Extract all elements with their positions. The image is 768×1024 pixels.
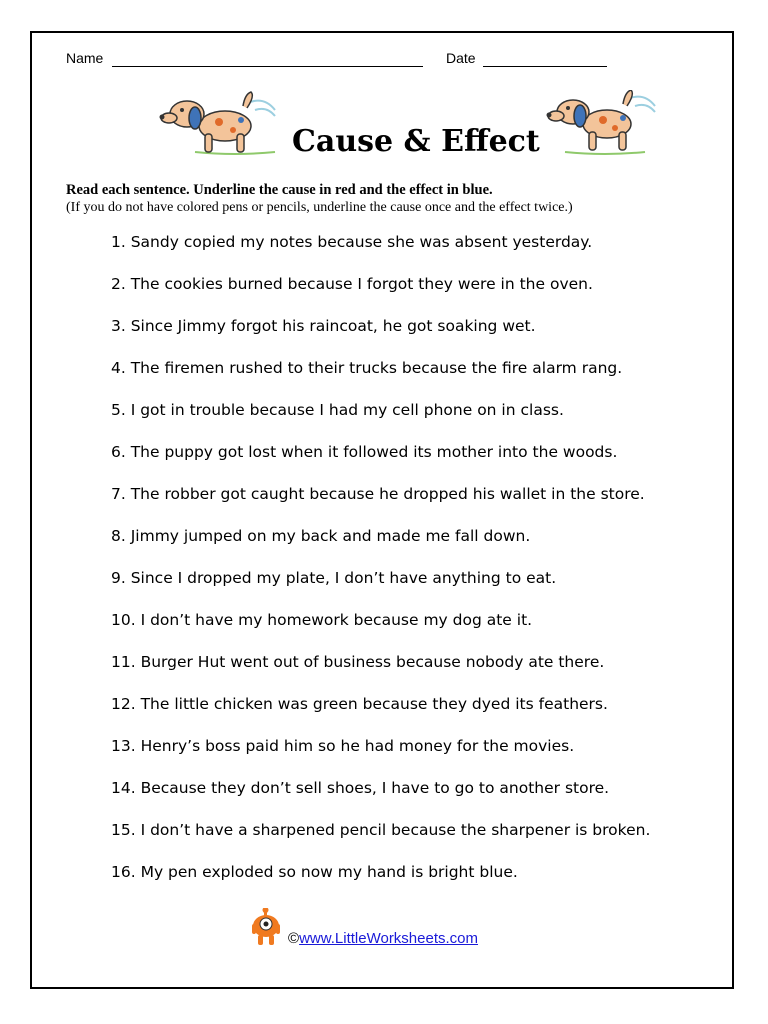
- date-label: Date: [446, 50, 476, 66]
- sentence-item: 3. Since Jimmy forgot his raincoat, he got soaking wet.: [111, 317, 536, 335]
- dog-icon: [545, 90, 665, 160]
- instructions: Read each sentence. Underline the cause in red and the effect in blue.: [66, 182, 493, 198]
- sentence-item: 7. The robber got caught because he dropped his wallet in the store.: [111, 485, 645, 503]
- sentence-item: 12. The little chicken was green because they dyed its feathers.: [111, 695, 608, 713]
- instructions-note: (If you do not have colored pens or pencils, underline the cause once and the effect twice.): [66, 200, 573, 215]
- sentence-item: 13. Henry’s boss paid him so he had money for the movies.: [111, 737, 575, 755]
- copyright-symbol: ©: [288, 930, 300, 947]
- website-link[interactable]: www.LittleWorksheets.com: [299, 930, 479, 947]
- sentence-item: 10. I don’t have my homework because my dog ate it.: [111, 611, 533, 629]
- monster-mascot-icon: [248, 908, 284, 948]
- sentence-item: 11. Burger Hut went out of business because nobody ate there.: [111, 653, 605, 671]
- sentence-list: [111, 230, 650, 902]
- sentence-item: 9. Since I dropped my plate, I don’t have anything to eat.: [111, 569, 557, 587]
- sentence-item: 2. The cookies burned because I forgot they were in the oven.: [111, 275, 593, 293]
- sentence-item: 15. I don’t have a sharpened pencil because the sharpener is broken.: [111, 821, 651, 839]
- sentence-item: 8. Jimmy jumped on my back and made me fall down.: [111, 527, 531, 545]
- footer: [248, 908, 479, 948]
- sentence-item: 14. Because they don’t sell shoes, I have to go to another store.: [111, 779, 610, 797]
- sentence-item: 4. The firemen rushed to their trucks because the fire alarm rang.: [111, 359, 623, 377]
- name-label: Name: [66, 50, 104, 66]
- sentence-item: 5. I got in trouble because I had my cell phone on in class.: [111, 401, 564, 419]
- page-title: Cause & Effect: [292, 124, 540, 159]
- sentence-item: 6. The puppy got lost when it followed its mother into the woods.: [111, 443, 618, 461]
- sentence-item: 16. My pen exploded so now my hand is bright blue.: [111, 863, 518, 881]
- date-line: [483, 66, 607, 67]
- sentence-item: 1. Sandy copied my notes because she was absent yesterday.: [111, 233, 593, 251]
- name-line: [112, 66, 423, 67]
- dog-icon: [155, 90, 295, 160]
